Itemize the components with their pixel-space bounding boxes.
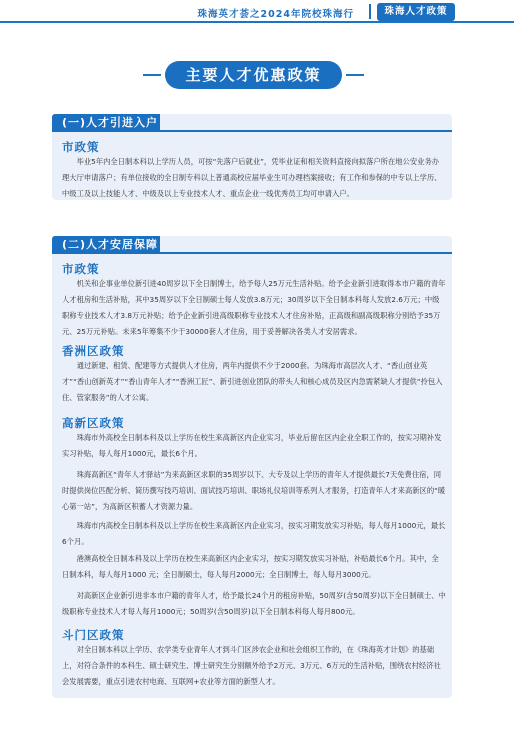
main-title: 主要人才优惠政策	[165, 61, 342, 89]
block-paragraph: 珠海市外高校全日制本科及以上学历在校生来高新区内企业实习，毕业后留在区内企业全职工作的，按实习期补发实习补贴，每人每月1000元，最长6个月。	[62, 433, 442, 458]
block-title: 市政策	[62, 140, 100, 154]
title-left-dash	[143, 74, 161, 76]
main-title-banner	[0, 61, 514, 89]
title-right-dash	[346, 74, 364, 76]
block-title: 香洲区政策	[62, 344, 125, 358]
top-header-bar	[0, 0, 514, 28]
block-paragraph: 机关和企事业单位新引进40周岁以下全日制博士，给予每人25万元生活补贴。给予企业新引进取得本市户籍的青年人才租房和生活补贴，其中35周岁以下全日制硕士每人发放3.8万元；30周岁以下全日制本科每人发放2.6万元；中级职称专业技术人才3.8万元补贴；给予企业新引进高级职称专业技术人才住房补贴，正高级和副高级职称分别给予35万元、25万元补贴。未来5年筹集不少于30000套人才住房，用于妥善解决各类人才安居需求。	[62, 279, 446, 336]
header-tag: 珠海人才政策	[377, 3, 455, 21]
block-paragraph: 珠海市内高校全日制本科及以上学历在校生来高新区内企业实习，按实习期发放实习补贴，每人每月1000元，最长6个月。	[62, 521, 446, 546]
block-paragraph: 通过新建、租赁、配建等方式提供人才住房，两年内提供不少于2000套。为珠海市高层次人才、“香山创业英才”“香山创新英才”“香山青年人才”“香洲工匠”、新引进创业团队的带头人和核心成员及区内急需紧缺人才提供“拎包入住、管家服务”的人才公寓。	[62, 361, 443, 402]
block-paragraph: 对高新区企业新引进非本市户籍的青年人才，给予最长24个月的租房补贴，50周岁(含50周岁)以下全日制硕士、中级职称专业技术人才每人每月1000元；50周岁(含50周岁)以下全日制本科每人每月800元。	[62, 591, 446, 616]
header-separator	[369, 4, 371, 19]
block-title: 斗门区政策	[62, 628, 125, 642]
block-paragraph: 珠海高新区“青年人才驿站”为来高新区求职的35周岁以下、大专及以上学历的青年人才提供最长7天免费住宿，同时提供岗位匹配分析、简历撰写技巧培训、面试技巧培训、职场礼仪培训等系列人才服务，打造青年人才来高新区的“暖心第一站”，为高新区积蓄人才资源力量。	[62, 470, 446, 511]
section-header-housing	[52, 236, 452, 254]
header-underline	[0, 21, 514, 23]
block-title: 高新区政策	[62, 416, 125, 430]
section-rule	[160, 130, 452, 132]
section-header-hukou	[52, 114, 452, 132]
block-paragraph: 对全日制本科以上学历、农学类专业青年人才到斗门区涉农企业和社会组织工作的，在《珠海英才计划》的基础上，对符合条件的本科生、硕士研究生、博士研究生分别额外给予2万元、3万元、6万元的生活补贴，围绕农村经济社会发展需要，重点引进农村电商、互联网+农业等方面的新型人才。	[62, 645, 441, 686]
section-rule	[160, 252, 452, 254]
block-title: 市政策	[62, 262, 100, 276]
header-title: 珠海英才荟之2024年院校珠海行	[197, 9, 354, 20]
block-paragraph: 港澳高校全日制本科及以上学历在校生来高新区内企业实习，按实习期发放实习补贴，补贴最长6个月。其中，全日制本科，每人每月1000 元；全日制硕士，每人每月2000元；全日制博士，每人每月3000元。	[62, 554, 439, 579]
section-heading: (一)人才引进入户	[52, 114, 160, 132]
block-paragraph: 毕业5年内全日制本科以上学历人员，可按“先落户后就业”，凭毕业证和相关资料直接向拟落户所在地公安业务办理大厅申请落户；有单位接收的全日制专科以上普通高校应届毕业生可办理档案接收；有工作和参保的中专以上学历、中级工及以上技能人才、中级及以上专业技术人才、重点企业一线优秀员工均可申请入户。	[62, 157, 442, 198]
section-heading: (二)人才安居保障	[52, 236, 160, 254]
